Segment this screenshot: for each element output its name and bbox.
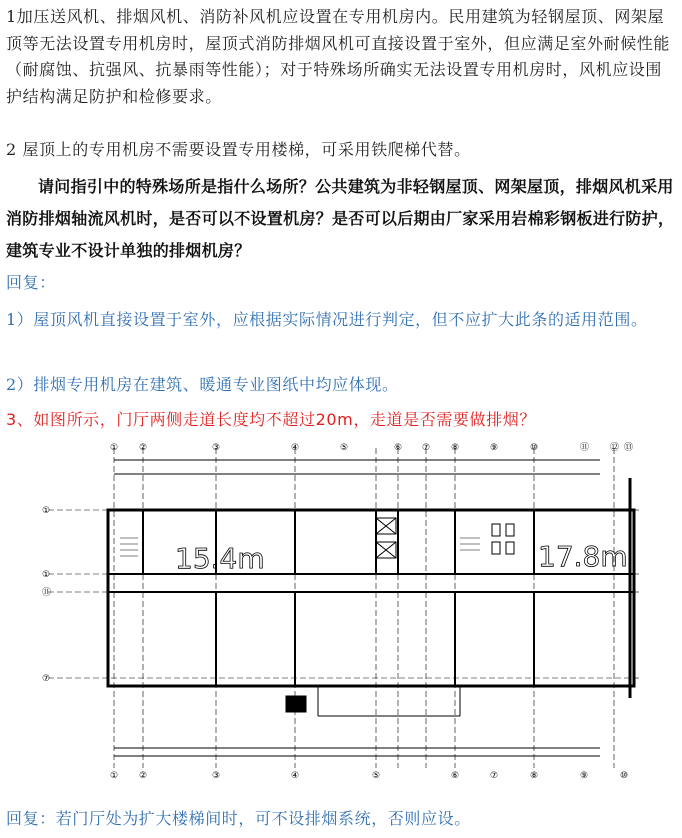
axis-bubble-bottom-7: ⑦ [490,771,499,781]
paragraph-guideline-1: 1加压送风机、排烟风机、消防补风机应设置在专用机房内。民用建筑为轻钢屋顶、网架屋顶等无法设置专用机房时，屋顶式消防排烟风机可直接设置于室外，但应满足室外耐候性能（耐腐蚀、抗强风、抗暴雨等性能）；对于特殊场所确实无法设置专用机房时，风机应设围护结构满足防护和检修要求。 [6,7,671,106]
question-3: 3、如图所示，门厅两侧走道长度均不超过20m，走道是否需要做排烟？ [6,410,536,429]
axis-bubble-bottom-10: ⑩ [620,771,629,781]
axis-bubble-bottom-2: ② [139,771,148,781]
axis-bubble-top-11: ⑪ [580,443,590,453]
axis-bubble-left-1: ① [42,506,51,516]
question-paragraph: 请问指引中的特殊场所是指什么场所？公共建筑为非轻钢屋顶、网架屋顶，排烟风机采用消防排烟轴流风机时，是否可以不设置机房？是否可以后期由厂家采用岩棉彩钢板进行防护，建筑专业不设计单独的排烟机房？ [6,177,675,260]
right-corridor-length-label: 17.8m [538,540,628,573]
reply-item-2: 2）排烟专用机房在建筑、暖通专业图纸中均应体现。 [6,375,399,394]
floor-plan-drawing [40,438,645,798]
axis-bubble-bottom-9: ⑨ [580,771,589,781]
axis-bubble-top-12: ⑫ [610,443,620,453]
axis-bubbles-bottom [110,771,628,781]
axis-bubble-top-7: ⑦ [422,443,431,453]
final-reply: 回复：若门厅处为扩大楼梯间时，可不设排烟系统，否则应设。 [6,809,471,828]
axis-bubbles-left [42,506,51,684]
axis-bubble-top-10: ⑩ [530,443,539,453]
axis-bubble-bottom-4: ④ [291,771,300,781]
axis-bubble-top-4: ④ [291,443,300,453]
axis-bubble-top-9: ⑨ [490,443,499,453]
axis-bubble-left-3: ⑪ [42,588,52,598]
reply-item-1: 1）屋顶风机直接设置于室外，应根据实际情况进行判定，但不应扩大此条的适用范围。 [6,310,648,329]
axis-bubble-top-1: ① [110,443,119,453]
axis-bubble-top-13: ⑬ [624,443,634,453]
axis-bubble-bottom-8: ⑧ [530,771,539,781]
axis-bubble-top-2: ② [139,443,148,453]
left-corridor-length-label: 15.4m [175,542,265,575]
axis-bubble-top-6: ⑥ [394,443,403,453]
axis-bubble-left-4: ⑦ [42,674,51,684]
axis-bubble-top-3: ③ [212,443,221,453]
axis-bubble-bottom-1: ① [110,771,119,781]
axis-bubble-bottom-5: ⑤ [372,771,381,781]
axis-bubbles-top [110,442,633,453]
axis-bubble-left-2: ① [42,570,51,580]
axis-bubble-bottom-3: ③ [212,771,221,781]
axis-bubble-bottom-6: ⑥ [451,771,460,781]
paragraph-guideline-2: 2 屋顶上的专用机房不需要设置专用楼梯，可采用铁爬梯代替。 [6,140,471,159]
axis-bubble-top-8: ⑧ [451,443,460,453]
axis-bubble-top-5: ⑤ [340,443,349,453]
reply-label: 回复： [6,273,56,292]
